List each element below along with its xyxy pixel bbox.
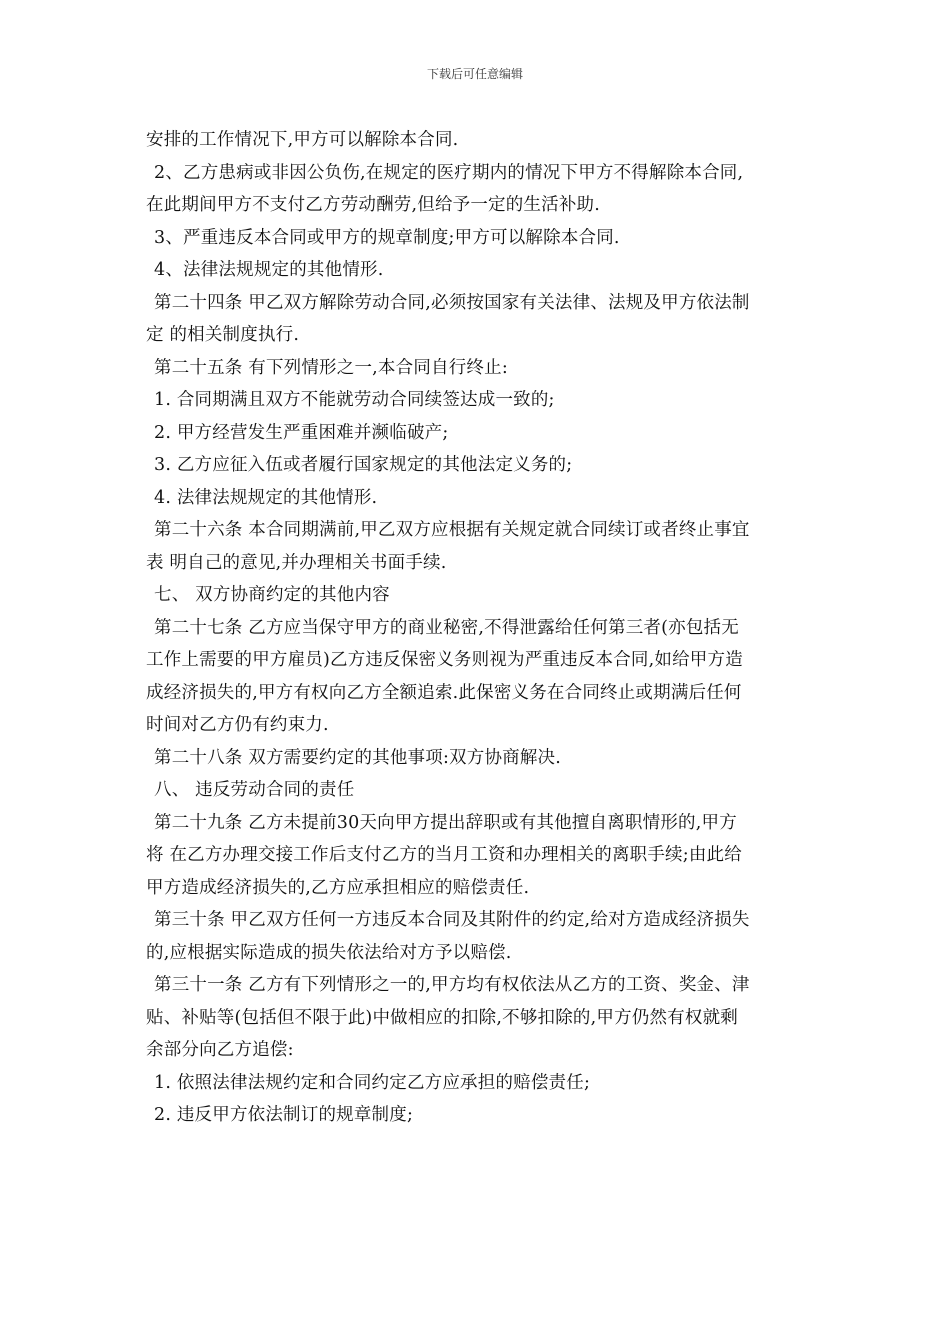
document-body — [146, 124, 810, 1132]
text-line: 1. 依照法律法规约定和合同约定乙方应承担的赔偿责任; — [154, 1072, 591, 1093]
text-line: 2、乙方患病或非因公负伤,在规定的医疗期内的情况下甲方不得解除本合同, — [154, 162, 744, 183]
text-line: 贴、补贴等(包括但不限于此)中做相应的扣除,不够扣除的,甲方仍然有权就剩 — [146, 1007, 738, 1028]
text-line: 七、 双方协商约定的其他内容 — [154, 585, 390, 605]
text-line: 的,应根据实际造成的损失依法给对方予以赔偿. — [146, 942, 512, 963]
text-line: 定 的相关制度执行. — [146, 325, 300, 345]
text-line: 工作上需要的甲方雇员)乙方违反保密义务则视为严重违反本合同,如给甲方造 — [146, 650, 743, 670]
text-line: 余部分向乙方追偿: — [146, 1040, 294, 1060]
text-line: 4. 法律法规规定的其他情形. — [154, 487, 378, 508]
text-line: 成经济损失的,甲方有权向乙方全额追索.此保密义务在合同终止或期满后任何 — [146, 682, 742, 703]
text-line: 第二十八条 双方需要约定的其他事项:双方协商解决. — [154, 747, 562, 768]
text-line: 表 明自己的意见,并办理相关书面手续. — [146, 552, 447, 573]
text-line: 甲方造成经济损失的,乙方应承担相应的赔偿责任. — [146, 877, 530, 898]
page-header: 下载后可任意编辑 — [426, 67, 523, 81]
text-line: 第二十九条 乙方未提前30天向甲方提出辞职或有其他擅自离职情形的,甲方 — [154, 812, 737, 833]
text-line: 4、法律法规规定的其他情形. — [154, 260, 384, 280]
text-line: 1. 合同期满且双方不能就劳动合同续签达成一致的; — [154, 390, 555, 410]
text-line: 安排的工作情况下,甲方可以解除本合同. — [146, 130, 459, 150]
text-line: 第三十一条 乙方有下列情形之一的,甲方均有权依法从乙方的工资、奖金、津 — [154, 975, 750, 995]
text-line: 第二十六条 本合同期满前,甲乙双方应根据有关规定就合同续订或者终止事宜 — [154, 520, 750, 540]
text-line: 第二十五条 有下列情形之一,本合同自行终止: — [154, 357, 508, 378]
text-line: 第二十四条 甲乙双方解除劳动合同,必须按国家有关法律、法规及甲方依法制 — [154, 292, 750, 313]
text-line: 3、严重违反本合同或甲方的规章制度;甲方可以解除本合同. — [154, 227, 620, 248]
text-line: 在此期间甲方不支付乙方劳动酬劳,但给予一定的生活补助. — [146, 195, 601, 215]
text-line: 时间对乙方仍有约束力. — [146, 715, 329, 735]
text-line: 八、 违反劳动合同的责任 — [154, 780, 355, 800]
text-line: 2. 违反甲方依法制订的规章制度; — [154, 1105, 414, 1125]
text-line: 第三十条 甲乙双方任何一方违反本合同及其附件的约定,给对方造成经济损失 — [154, 910, 750, 930]
text-line: 第二十七条 乙方应当保守甲方的商业秘密,不得泄露给任何第三者(亦包括无 — [154, 617, 739, 638]
text-line: 将 在乙方办理交接工作后支付乙方的当月工资和办理相关的离职手续;由此给 — [146, 845, 742, 865]
text-line: 2. 甲方经营发生严重困难并濒临破产; — [154, 422, 449, 443]
text-line: 3. 乙方应征入伍或者履行国家规定的其他法定义务的; — [154, 455, 573, 475]
